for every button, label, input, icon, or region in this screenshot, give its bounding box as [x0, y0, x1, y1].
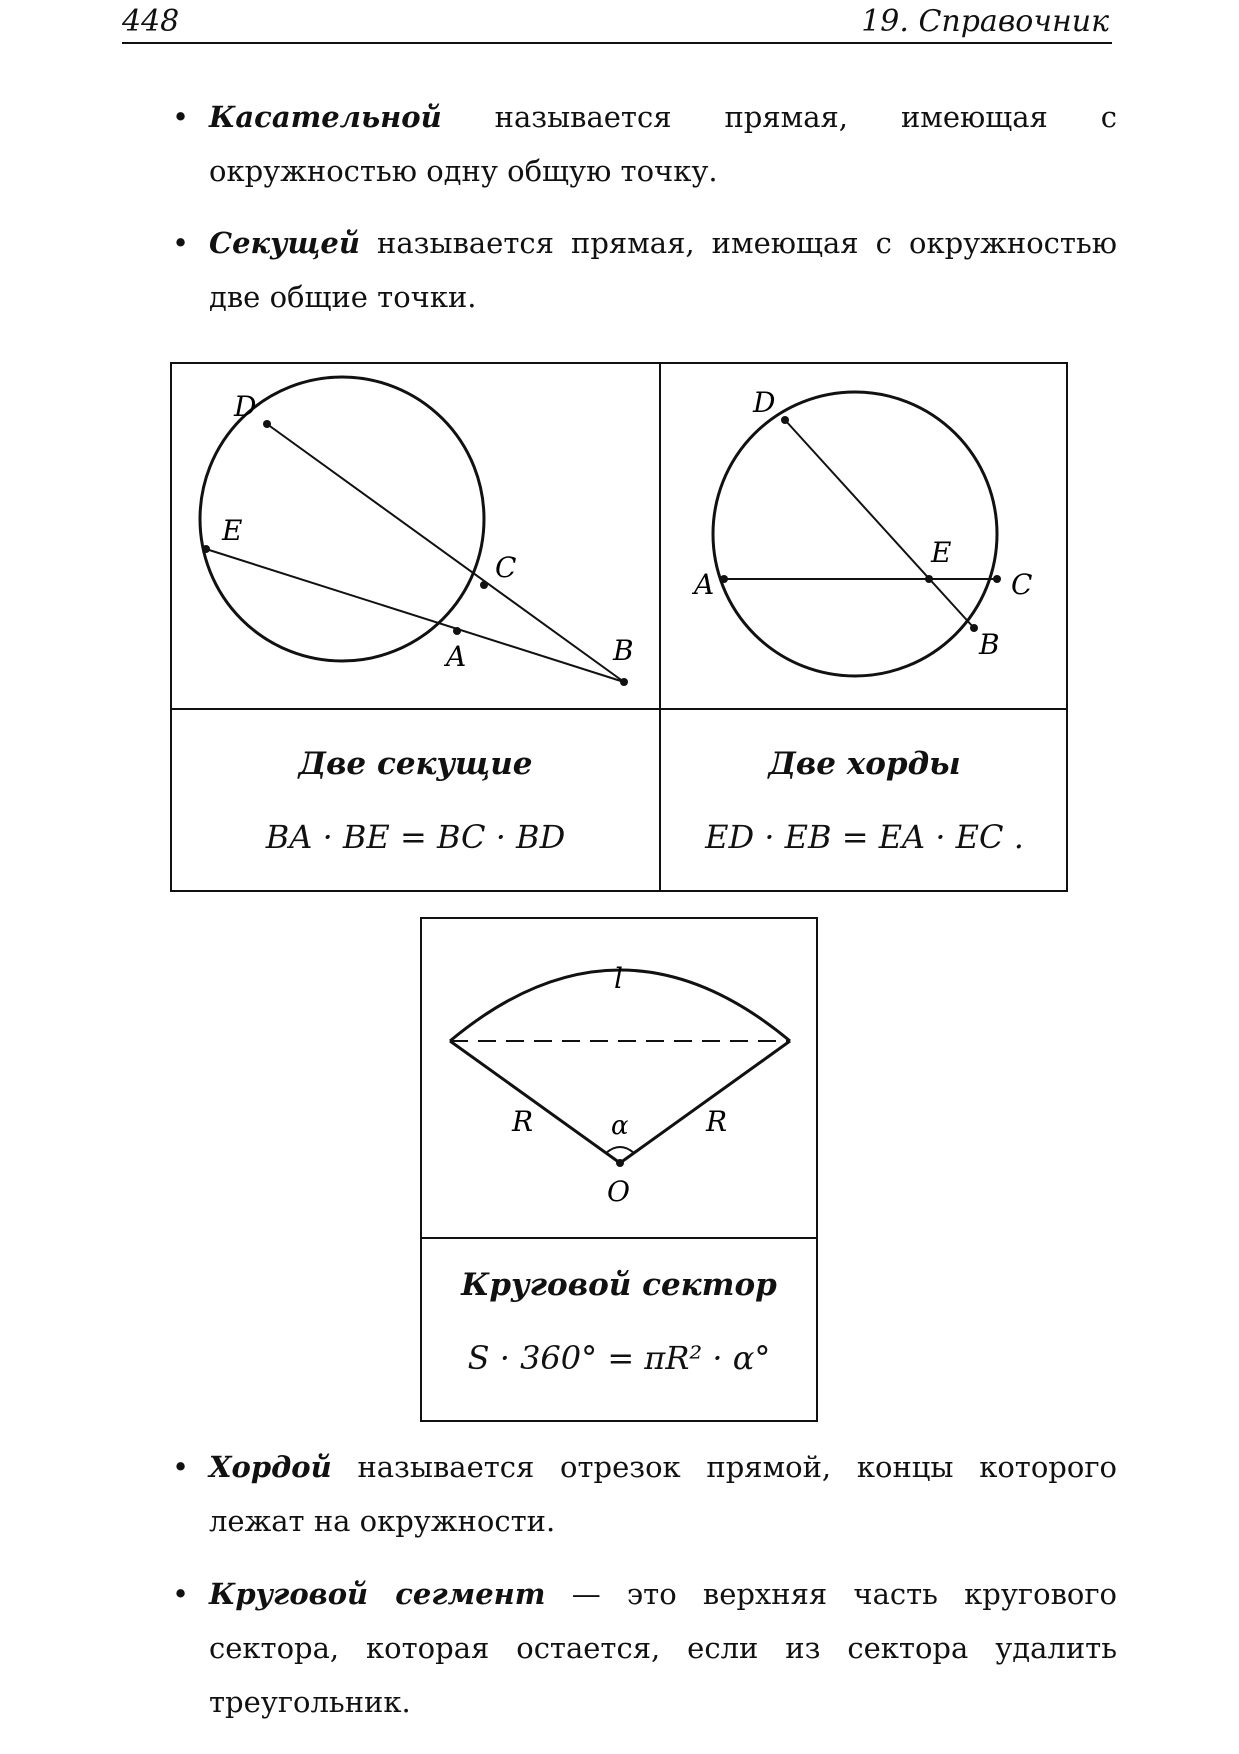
bullet-text — [209, 216, 1117, 324]
bullet-text — [209, 90, 1117, 198]
sector-caption — [422, 1239, 816, 1419]
bullet-secant — [172, 216, 1117, 326]
secants-caption — [172, 710, 659, 890]
label-alpha: α — [611, 1111, 629, 1141]
point-D — [781, 416, 789, 424]
label-D: D — [753, 386, 776, 419]
label-l: l — [614, 962, 623, 995]
bullet-dot: • — [172, 1577, 190, 1611]
bullet-segment — [172, 1567, 1117, 1732]
bullet-tangent — [172, 90, 1117, 200]
sector-formula: S · 360° = πR² · α° — [467, 1339, 771, 1377]
figure-table-top — [170, 362, 1068, 892]
point-C — [480, 581, 488, 589]
label-C: C — [495, 551, 517, 584]
label-R-left: R — [512, 1105, 534, 1138]
definition-chord: называется отрезок прямой, концы которого лежат на окружности. — [209, 1450, 1117, 1538]
bullet-text — [209, 1567, 1117, 1729]
point-D — [263, 420, 271, 428]
chords-diagram — [661, 364, 1068, 708]
label-R-right: R — [706, 1105, 728, 1138]
label-C: C — [1011, 568, 1033, 601]
chords-circle — [713, 392, 997, 676]
point-O — [616, 1159, 624, 1167]
term-chord: Хордой — [209, 1450, 332, 1484]
secants-title: Две секущие — [298, 746, 533, 782]
label-A: A — [694, 568, 715, 601]
point-A — [720, 575, 728, 583]
chords-caption — [661, 710, 1068, 890]
term-secant: Секущей — [209, 226, 360, 260]
definition-tangent: называется прямая, имеющая с окружностью одну общую точку. — [209, 100, 1117, 188]
bullet-dot: • — [172, 1450, 190, 1484]
chords-title: Две хорды — [768, 746, 961, 782]
sector-diagram — [422, 919, 816, 1237]
term-segment: Круговой сегмент — [209, 1577, 546, 1611]
label-O: O — [607, 1175, 630, 1208]
chapter-title: 19. Справочник — [861, 4, 1109, 39]
point-A — [453, 627, 461, 635]
angle-arc — [606, 1147, 634, 1153]
header-rule — [122, 42, 1112, 44]
point-E — [202, 545, 210, 553]
point-B — [970, 624, 978, 632]
label-E: E — [222, 514, 243, 547]
bullet-dot: • — [172, 226, 190, 260]
figure-table-sector — [420, 917, 818, 1422]
sector-radius-right — [620, 1041, 790, 1163]
chord-DB — [785, 420, 974, 628]
label-D: D — [234, 390, 257, 423]
term-tangent: Касательной — [209, 100, 442, 134]
label-A: A — [446, 640, 467, 673]
page-number: 448 — [122, 4, 180, 39]
bullet-chord — [172, 1440, 1117, 1550]
point-B — [620, 678, 628, 686]
label-E: E — [931, 536, 952, 569]
label-B: B — [613, 634, 634, 667]
secants-formula: BA · BE = BC · BD — [265, 818, 566, 856]
label-B: B — [979, 628, 1000, 661]
chords-formula: ED · EB = EA · EC . — [705, 818, 1024, 856]
secants-diagram — [172, 364, 659, 708]
point-E — [925, 575, 933, 583]
bullet-dot: • — [172, 100, 190, 134]
definition-segment: — это верхняя часть кругового сектора, которая остается, если из сектора удалить треугольник. — [209, 1577, 1118, 1719]
secant-BE — [206, 549, 624, 682]
sector-radius-left — [450, 1041, 620, 1163]
sector-title: Круговой сектор — [461, 1267, 777, 1303]
bullet-text — [209, 1440, 1117, 1548]
point-C — [993, 575, 1001, 583]
definition-secant: называется прямая, имеющая с окружностью две общие точки. — [209, 226, 1117, 314]
